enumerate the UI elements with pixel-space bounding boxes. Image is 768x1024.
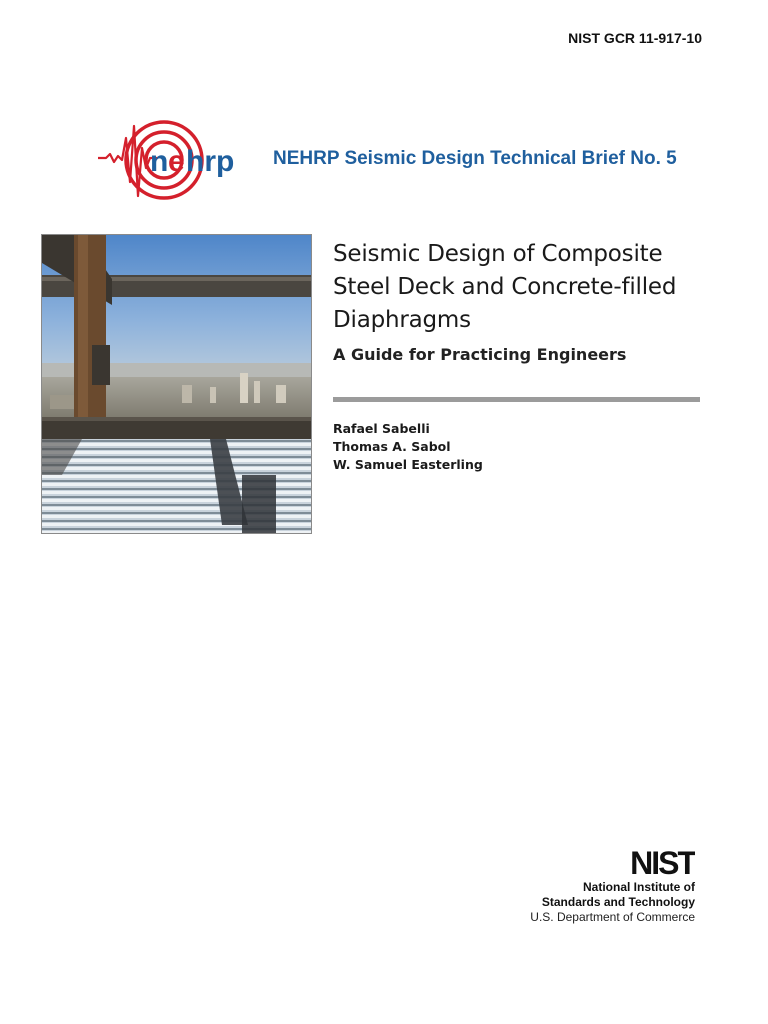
- author-name: Thomas A. Sabol: [333, 439, 451, 454]
- publisher-name-line2: Standards and Technology: [541, 895, 695, 909]
- document-title: [333, 238, 733, 337]
- svg-text:n: n: [150, 145, 169, 178]
- publisher-name-line1: National Institute of: [583, 880, 695, 894]
- title-line: Seismic Design of Composite: [333, 241, 663, 267]
- series-title: NEHRP Seismic Design Technical Brief No. 5: [273, 148, 677, 169]
- document-subtitle: A Guide for Practicing Engineers: [333, 345, 627, 364]
- nehrp-logo: [98, 118, 250, 202]
- title-line: Steel Deck and Concrete-filled: [333, 274, 677, 300]
- title-line: Diaphragms: [333, 307, 471, 333]
- author-name: W. Samuel Easterling: [333, 457, 483, 472]
- author-list: [333, 420, 483, 474]
- report-number: NIST GCR 11-917-10: [568, 30, 702, 46]
- cover-photo: [41, 234, 312, 534]
- divider-rule: [333, 397, 700, 402]
- author-name: Rafael Sabelli: [333, 421, 430, 436]
- svg-text:hrp: hrp: [186, 145, 235, 178]
- svg-text:NIST: NIST: [630, 848, 695, 876]
- nist-logo: [607, 848, 695, 876]
- publisher-department: U.S. Department of Commerce: [530, 910, 695, 924]
- publisher-block: [530, 848, 695, 925]
- svg-text:e: e: [168, 145, 185, 178]
